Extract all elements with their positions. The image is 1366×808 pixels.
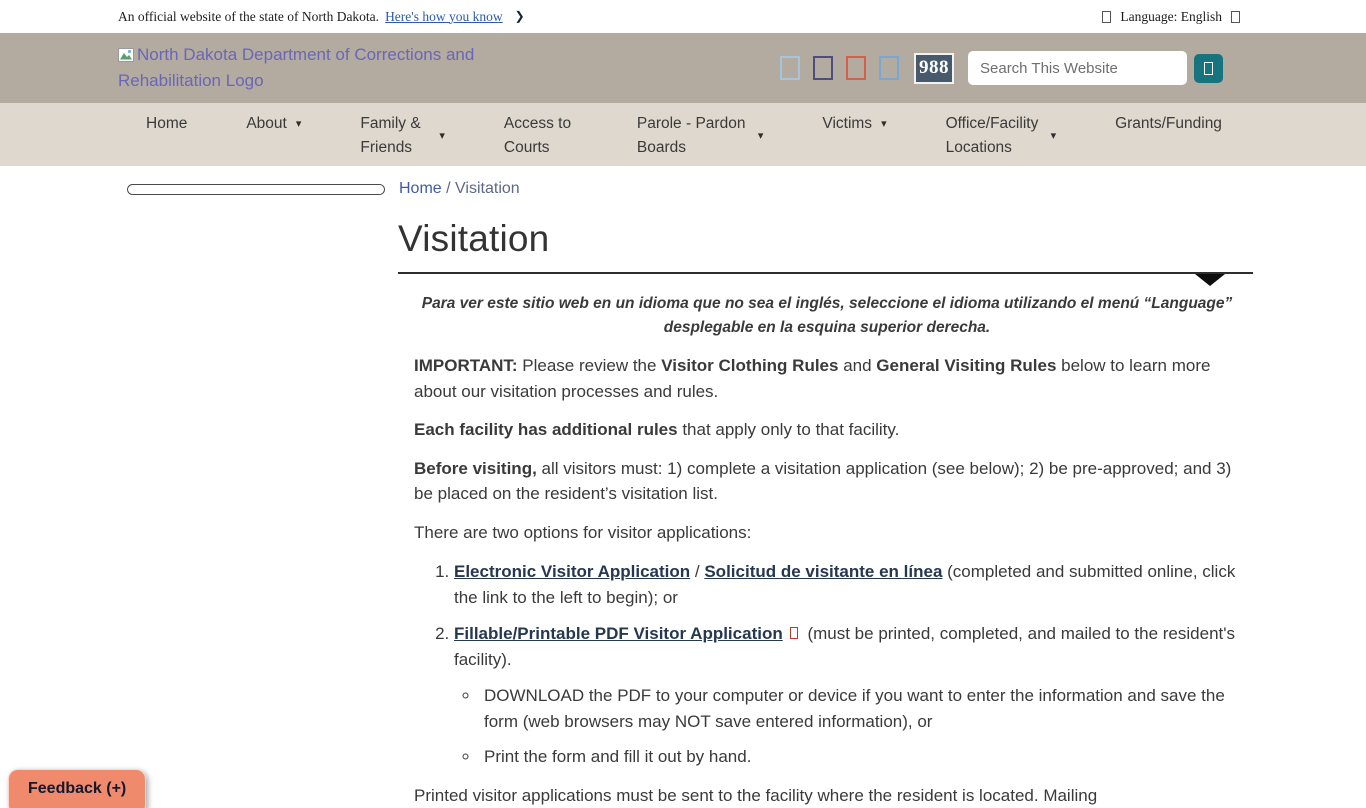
official-website-text: An official website of the state of North Dakota. bbox=[118, 9, 379, 25]
nav-label: Parole - Pardon Boards bbox=[637, 112, 749, 160]
nav-label: About bbox=[246, 112, 287, 136]
breadcrumb-separator: / bbox=[442, 180, 455, 197]
caret-down-icon: ▾ bbox=[758, 124, 764, 148]
before-visiting-paragraph: Before visiting, all visitors must: 1) complete a visitation application (see below); 2) be pre-approved; and 3) be placed on the resident’s visitation list. bbox=[414, 456, 1240, 507]
nav-item-grants-funding[interactable] bbox=[1115, 112, 1222, 136]
list-item-print-form: ◦ Print the form and fill it out by hand. bbox=[480, 744, 1240, 770]
search-icon bbox=[1204, 62, 1213, 75]
title-divider bbox=[398, 272, 1253, 274]
nav-label: Home bbox=[146, 112, 187, 136]
nav-item-home[interactable] bbox=[146, 112, 187, 136]
language-label[interactable]: Language: English bbox=[1120, 9, 1222, 25]
heres-how-you-know-link[interactable]: Here's how you know bbox=[385, 9, 503, 25]
empty-pill-widget[interactable] bbox=[127, 184, 385, 195]
nav-item-victims[interactable] bbox=[822, 112, 886, 136]
collapse-triangle-icon[interactable] bbox=[1195, 274, 1225, 286]
nav-item-office-facility-locations[interactable] bbox=[946, 112, 1057, 160]
caret-down-icon: ▾ bbox=[881, 112, 887, 136]
facebook-icon[interactable] bbox=[780, 56, 800, 80]
linkedin-icon[interactable] bbox=[879, 56, 899, 80]
breadcrumb bbox=[399, 180, 520, 198]
official-banner bbox=[0, 0, 1366, 33]
page-title: Visitation bbox=[398, 218, 1253, 260]
search-button[interactable] bbox=[1194, 54, 1223, 83]
pdf-instructions-list bbox=[454, 683, 1240, 770]
nav-item-family-friends[interactable] bbox=[360, 112, 445, 160]
site-search bbox=[968, 51, 1223, 85]
logo-alt-text: North Dakota Department of Corrections and Rehabilitation Logo bbox=[118, 45, 474, 90]
nav-label: Access to Courts bbox=[504, 112, 578, 160]
988-crisis-badge[interactable]: 988 bbox=[914, 53, 954, 84]
list-item-pdf-application: 2. Fillable/Printable PDF Visitor Application (must be printed, completed, and mailed to the resident's facility). ◦ DOWNLOAD the PDF to your computer or device if you want to enter the information and save the form (web browsers may NOT save entered information), or ◦ Print the form and fill it out by hand. bbox=[454, 621, 1240, 770]
important-paragraph: IMPORTANT: Please review the Visitor Clothing Rules and General Visiting Rules below to learn more about our visitation processes and rules. bbox=[414, 353, 1240, 404]
list-item-electronic-application: 1. Electronic Visitor Application / Solicitud de visitante en línea (completed and submitted online, click the link to the left to begin); or bbox=[454, 559, 1240, 610]
list-item-download-pdf: ◦ DOWNLOAD the PDF to your computer or device if you want to enter the information and save the form (web browsers may NOT save entered information), or bbox=[480, 683, 1240, 734]
nav-item-about[interactable] bbox=[246, 112, 301, 136]
site-logo-link[interactable] bbox=[118, 43, 570, 93]
caret-down-icon: ▾ bbox=[1051, 124, 1057, 148]
nav-label: Family & Friends bbox=[360, 112, 430, 160]
electronic-visitor-application-link[interactable]: Electronic Visitor Application bbox=[454, 562, 690, 581]
caret-down-icon: ▾ bbox=[439, 124, 445, 148]
breadcrumb-current: Visitation bbox=[455, 180, 520, 197]
pdf-file-icon bbox=[790, 627, 798, 639]
nav-label: Office/Facility Locations bbox=[946, 112, 1042, 160]
solicitud-de-visitante-link[interactable]: Solicitud de visitante en línea bbox=[704, 562, 942, 581]
nav-label: Victims bbox=[822, 112, 872, 136]
globe-icon bbox=[1102, 11, 1111, 23]
options-intro-paragraph: There are two options for visitor applications: bbox=[414, 520, 1240, 546]
nav-item-parole-pardon-boards[interactable] bbox=[637, 112, 764, 160]
chevron-down-icon bbox=[1231, 11, 1240, 23]
facility-rules-paragraph: Each facility has additional rules that apply only to that facility. bbox=[414, 417, 1240, 443]
nav-label: Grants/Funding bbox=[1115, 112, 1222, 136]
pdf-visitor-application-link[interactable]: Fillable/Printable PDF Visitor Application bbox=[454, 624, 783, 643]
feedback-button[interactable]: Feedback (+) bbox=[8, 769, 146, 808]
mailing-paragraph-clipped: Printed visitor applications must be sent to the facility where the resident is located. Mailing bbox=[414, 783, 1240, 808]
breadcrumb-home-link[interactable]: Home bbox=[399, 180, 442, 197]
chevron-right-icon[interactable]: ❯ bbox=[515, 9, 525, 24]
broken-image-icon bbox=[118, 45, 134, 69]
caret-down-icon: ▾ bbox=[296, 112, 302, 136]
spanish-language-notice: Para ver este sitio web en un idioma que no sea el inglés, seleccione el idioma utilizando el menú “Language” desplegable en la esquina superior derecha. bbox=[414, 292, 1240, 340]
language-selector[interactable] bbox=[1102, 9, 1240, 25]
search-input[interactable] bbox=[968, 51, 1187, 85]
nav-item-access-to-courts[interactable] bbox=[504, 112, 578, 160]
main-content bbox=[398, 218, 1253, 808]
youtube-icon[interactable] bbox=[846, 56, 866, 80]
visitor-application-options-list bbox=[414, 559, 1240, 770]
twitter-icon[interactable] bbox=[813, 56, 833, 80]
main-nav bbox=[0, 103, 1366, 166]
site-header bbox=[0, 33, 1366, 103]
